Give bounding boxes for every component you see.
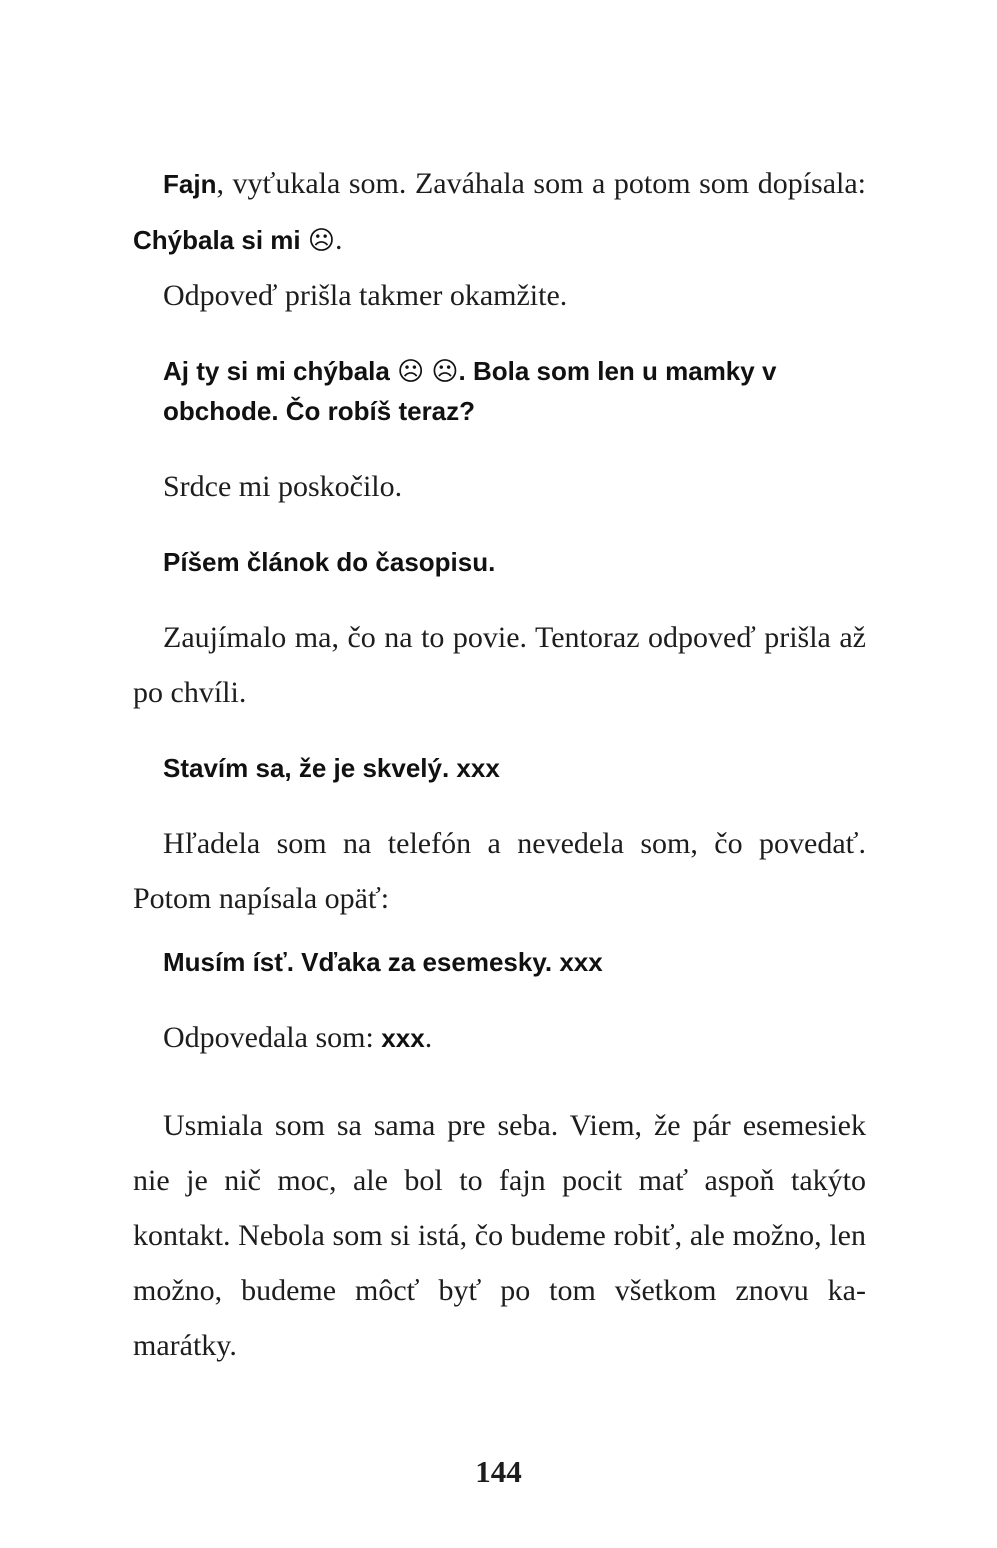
narration-text: Odpovedala som: [163,1021,382,1054]
page-number: 144 [475,1454,522,1489]
paragraph-narration-2: Odpoveď prišla takmer okamžite. [163,279,568,312]
narration-text: . [424,1021,433,1054]
paragraph-narration-7: Usmiala som sa sama pre seba. Viem, že pár esemesiek nie je nič moc, ale bol to fajn pocit mať aspoň takýto kontakt. Nebola som si istá, čo budeme robiť, ale možno, len možno, budeme môcť byť po tom všetkom znovu kamarátky. [133,1109,866,1362]
sms-message-4: Musím ísť. Vďaka za esemesky. xxx [163,947,603,977]
sms-inline-text: Fajn [163,169,217,199]
sms-message-2: Píšem článok do časopisu. [163,547,496,577]
paragraph-narration-5: Hľadela som na telefón a nevedela som, čo povedať. Potom napísala opäť: [133,827,866,915]
paragraph-narration-6 [133,1010,866,1066]
narration-text: , vyťukala som. Zaváhala som a potom som dopísala: [216,167,866,200]
sms-message-1: Aj ty si mi chýbala ☹ ☹. Bola som len u mamky v obchode. Čo robíš teraz? [163,356,777,426]
narration-text: . [334,223,343,256]
paragraph-narration-4: Zaujímalo ma, čo na to povie. Tentoraz odpoveď prišla až po chvíli. [133,621,866,709]
paragraph-narration-3: Srdce mi poskočilo. [163,470,403,503]
sms-inline-text: xxx [381,1023,425,1053]
text-area [133,156,866,1373]
paragraph-narration-1 [133,156,866,268]
sms-message-3: Stavím sa, že je skvelý. xxx [163,753,500,783]
sms-inline-text: Chýbala si mi ☹ [133,225,335,255]
